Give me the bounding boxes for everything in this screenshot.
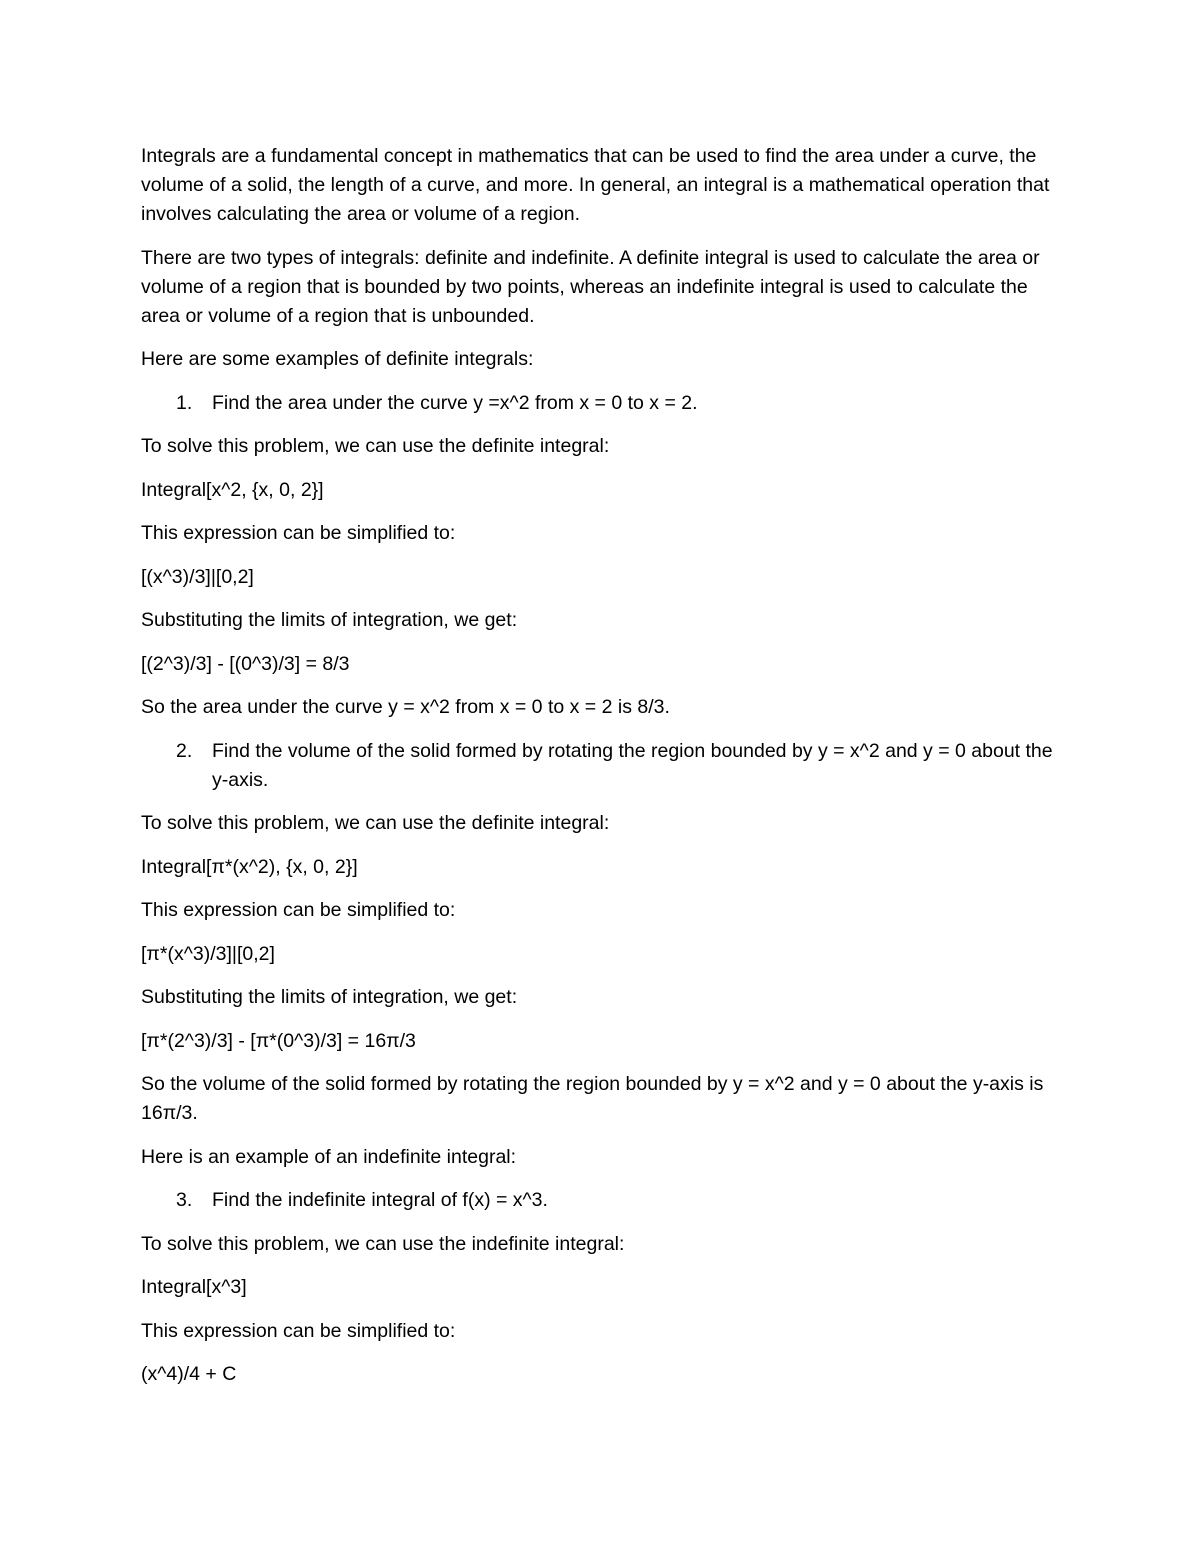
definite-examples-heading: Here are some examples of definite integrals: [141, 348, 534, 370]
example-2-solve-intro: To solve this problem, we can use the definite integral: [141, 812, 610, 834]
example-3-simplified: (x^4)/4 + C [141, 1363, 237, 1385]
list-item-example-1 [141, 389, 1061, 418]
example-1-conclusion: So the area under the curve y = x^2 from x = 0 to x = 2 is 8/3. [141, 696, 670, 718]
intro-paragraph: Integrals are a fundamental concept in mathematics that can be used to find the area under a curve, the volume of a solid, the length of a curve, and more. In general, an integral is a mathematical operation that involves calculating the area or volume of a region. [141, 145, 1050, 225]
example-2-problem: Find the volume of the solid formed by rotating the region bounded by y = x^2 and y = 0 about the y-axis. [212, 739, 1053, 791]
example-2-conclusion: So the volume of the solid formed by rotating the region bounded by y = x^2 and y = 0 about the y-axis is 16π/3. [141, 1073, 1044, 1124]
example-2-substituted: [π*(2^3)/3] - [π*(0^3)/3] = 16π/3 [141, 1029, 416, 1052]
example-1-solve-intro: To solve this problem, we can use the definite integral: [141, 435, 610, 457]
example-2-simplify-intro: This expression can be simplified to: [141, 899, 456, 921]
document-body [141, 142, 1061, 1404]
list-item-example-3 [141, 1186, 1061, 1215]
example-1-problem: Find the area under the curve y =x^2 from x = 0 to x = 2. [212, 391, 698, 414]
example-1-simplified: [(x^3)/3]|[0,2] [141, 565, 254, 588]
example-1-simplify-intro: This expression can be simplified to: [141, 522, 456, 544]
example-1-substituted: [(2^3)/3] - [(0^3)/3] = 8/3 [141, 652, 350, 675]
list-number: 2. [176, 739, 193, 762]
list-item-example-2 [141, 737, 1061, 795]
example-3-solve-intro: To solve this problem, we can use the indefinite integral: [141, 1232, 625, 1255]
integral-types-paragraph: There are two types of integrals: definite and indefinite. A definite integral is used to calculate the area or volume of a region that is bounded by two points, whereas an indefinite integral is used to calculate the area or volume of a region that is unbounded. [141, 246, 1040, 327]
example-2-substitute-intro: Substituting the limits of integration, we get: [141, 986, 518, 1008]
example-1-integral: Integral[x^2, {x, 0, 2}] [141, 478, 324, 501]
example-1-substitute-intro: Substituting the limits of integration, we get: [141, 609, 518, 631]
list-number: 1. [176, 391, 193, 414]
example-2-integral: Integral[π*(x^2), {x, 0, 2}] [141, 855, 358, 878]
example-3-simplify-intro: This expression can be simplified to: [141, 1319, 456, 1342]
example-2-simplified: [π*(x^3)/3]|[0,2] [141, 942, 275, 965]
indefinite-example-heading: Here is an example of an indefinite integral: [141, 1145, 517, 1168]
example-3-problem: Find the indefinite integral of f(x) = x^3. [212, 1189, 548, 1211]
example-3-integral: Integral[x^3] [141, 1276, 247, 1298]
list-number: 3. [176, 1189, 193, 1211]
